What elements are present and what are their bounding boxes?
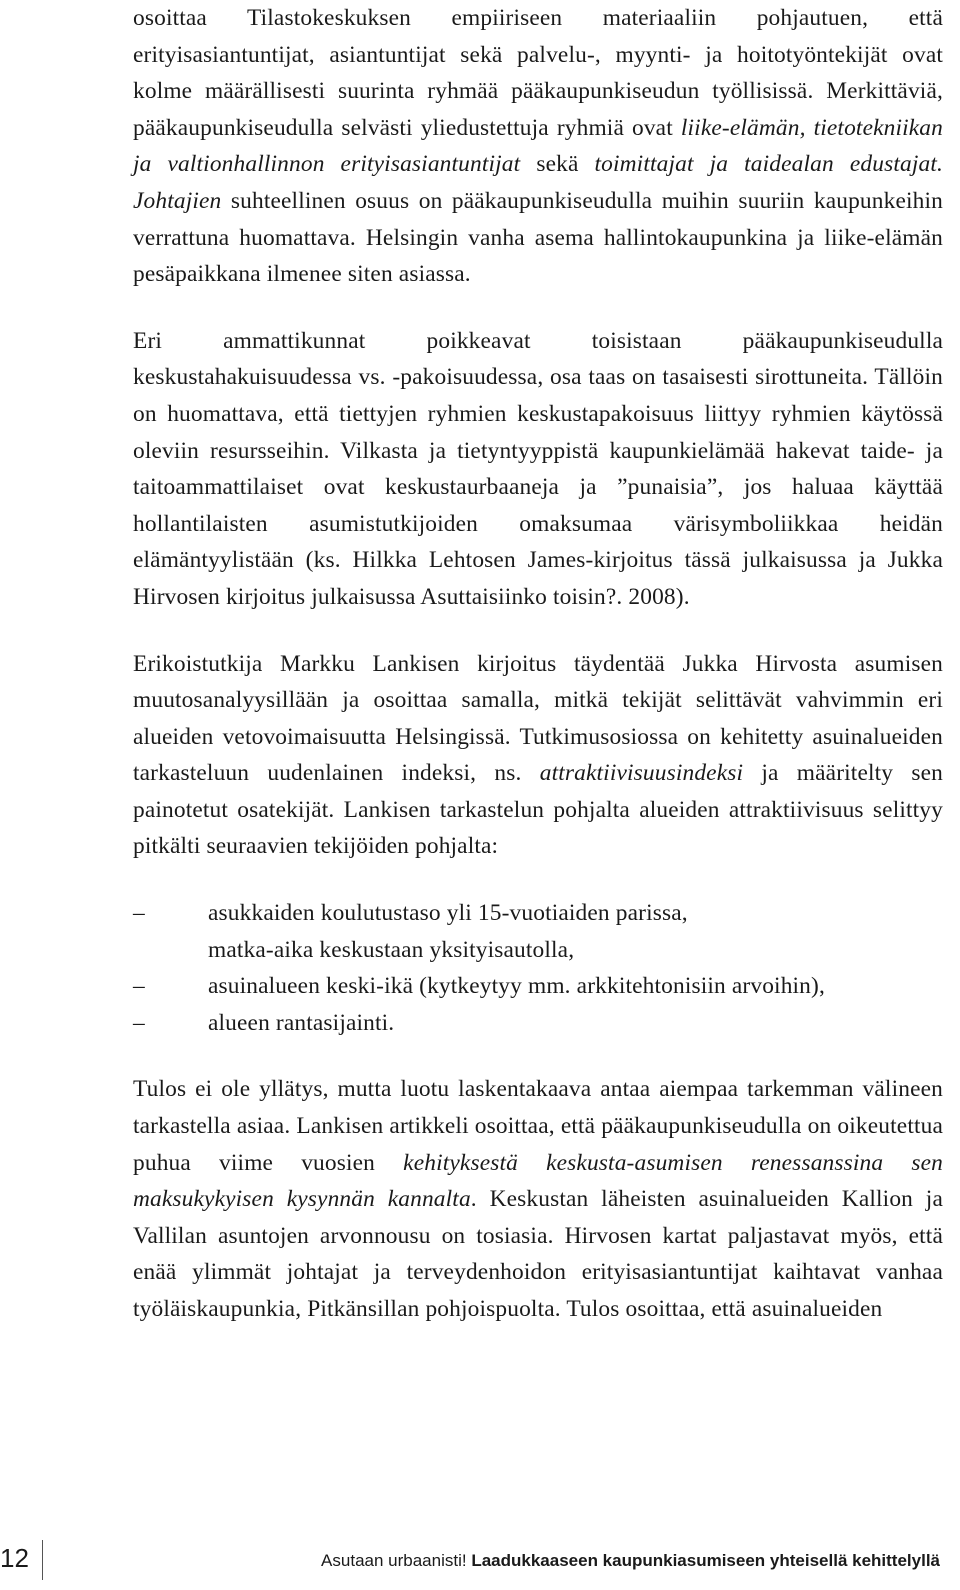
text-run: sekä bbox=[520, 151, 595, 178]
dash-marker: – bbox=[133, 1009, 145, 1036]
publication-title bbox=[321, 1548, 940, 1574]
italic-run: Johtajien bbox=[133, 187, 222, 214]
dash-marker: – bbox=[133, 973, 145, 1000]
italic-run: kehityksestä keskusta-asumisen renessanssina sen maksukykyisen kysynnän kannalta bbox=[133, 1149, 943, 1213]
italic-run: toimittajat ja taidealan edustajat. bbox=[594, 151, 943, 178]
title-regular: Asutaan urbaanisti! bbox=[321, 1551, 467, 1570]
text-run: ja määritelty sen painotetut osatekijät. Lankisen tarkastelun pohjalta alueiden attraktiivisuus selittyy pitkälti seuraavien tekijöiden pohjalta: bbox=[133, 760, 943, 860]
paragraph-4 bbox=[133, 1071, 943, 1327]
dash-marker: – bbox=[133, 900, 145, 927]
list-item-text: matka-aika keskustaan yksityisautolla, bbox=[208, 936, 575, 963]
paragraph-1 bbox=[133, 0, 943, 293]
footer-divider bbox=[42, 1540, 43, 1580]
text-run: Tulos ei ole yllätys, mutta luotu laskentakaava antaa aiempaa tarkemman välineen tarkastella asiaa. Lankisen artikkeli osoittaa, että pääkaupunkiseudulla on oikeutettua puhua viime vuosien bbox=[133, 1076, 943, 1176]
italic-run: liike-elämän, tietotekniikan ja valtionhallinnon erityisasiantuntijat bbox=[133, 114, 943, 178]
text-run: osoittaa Tilastokeskuksen empiiriseen materiaaliin pohjautuen, että erityisasiantuntijat, asiantuntijat sekä palvelu-, myynti- ja hoitotyöntekijät ovat kolme määrällisesti suurinta ryhmää pääkaupunkiseudun työllisissä. Merkittäviä, pääkaupunkiseudulla selvästi yliedustettuja ryhmiä ovat bbox=[133, 5, 943, 141]
italic-run: attraktiivisuusindeksi bbox=[539, 760, 744, 787]
list-item bbox=[133, 932, 943, 969]
list-item-text: asuinalueen keski-ikä (kytkeytyy mm. arkkitehtonisiin arvoihin), bbox=[208, 973, 825, 1000]
paragraph-3 bbox=[133, 646, 943, 866]
page-body bbox=[133, 0, 943, 1328]
paragraph-2: Eri ammattikunnat poikkeavat toisistaan pääkaupunkiseudulla keskustahakuisuudessa vs. -pakoisuudessa, osa taas on tasaisesti sirottuneita. Tällöin on huomattava, että tiettyjen ryhmien keskustapakoisuus liittyy ryhmien käytössä oleviin resursseihin. Vilkasta ja tietyntyyppistä kaupunkielämää hakevat taide- ja taitoammattilaiset ovat keskustaurbaaneja ja ”punaisia”, jos haluaa käyttää hollantilaisten asumistutkijoiden omaksumaa värisymboliikkaa heidän elämäntyylistään (ks. Hilkka Lehtosen James-kirjoitus tässä julkaisussa ja Jukka Hirvosen kirjoitus julkaisussa Asuttaisiinko toisin?. 2008). bbox=[133, 327, 943, 610]
factor-list bbox=[133, 895, 943, 1041]
list-item bbox=[133, 1005, 943, 1042]
list-item-text: asukkaiden koulutustaso yli 15-vuotiaiden parissa, bbox=[208, 900, 688, 927]
text-run: Erikoistutkija Markku Lankisen kirjoitus täydentää Jukka Hirvosta asumisen muutosanalyysillään ja osoittaa samalla, mitkä tekijät selittävät vahvimmin eri alueiden vetovoimaisuutta Helsingissä. Tutkimusosiossa on kehitetty asuinalueiden tarkasteluun uudenlainen indeksi, ns. bbox=[133, 650, 943, 787]
page-number: 12 bbox=[0, 1543, 29, 1573]
text-run: suhteellinen osuus on pääkaupunkiseudulla muihin suuriin kaupunkeihin verrattuna huomattava. Helsingin vanha asema hallintokaupunkina ja liike-elämän pesäpaikkana ilmenee siten asiassa. bbox=[133, 187, 943, 288]
text-run: . Keskustan läheisten asuinalueiden Kallion ja Vallilan asuntojen arvonnousu on tosiasia. Hirvosen kartat paljastavat myös, että enää ylimmät johtajat ja terveydenhoidon erityisasiantuntijat kaihtavat vanhaa työläiskaupunkia, Pitkänsillan pohjoispuolta. Tulos osoittaa, että asuinalueiden bbox=[133, 1186, 943, 1322]
list-item bbox=[133, 968, 943, 1005]
list-item-text: alueen rantasijainti. bbox=[208, 1009, 395, 1036]
title-bold: Laadukkaaseen kaupunkiasumiseen yhteisellä kehittelyllä bbox=[471, 1551, 940, 1570]
list-item bbox=[133, 895, 943, 932]
page-footer bbox=[0, 1540, 960, 1580]
